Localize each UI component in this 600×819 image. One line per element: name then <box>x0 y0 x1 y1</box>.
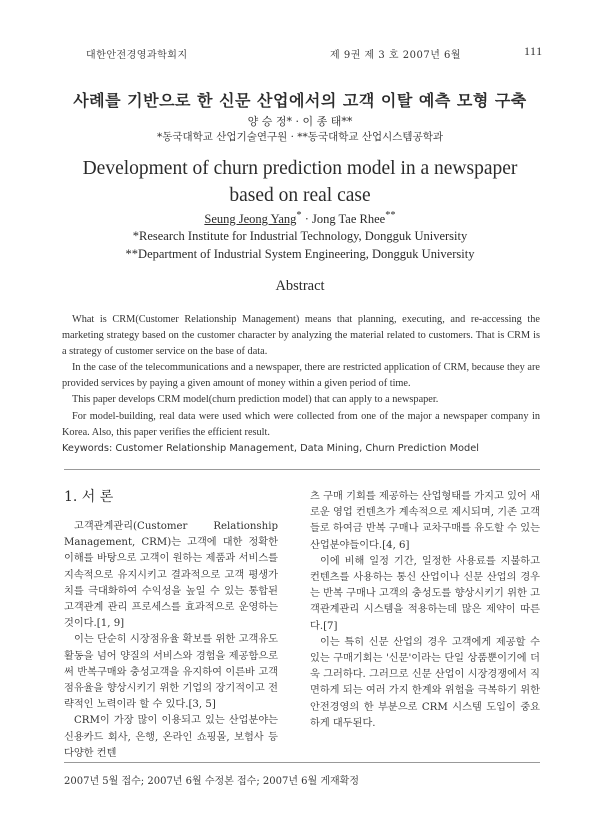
body-paragraph: 이에 비해 일정 기간, 일정한 사용료를 지불하고 컨텐츠를 사용하는 통신 산업이나 신문 산업의 경우는 반복 구매나 고객의 충성도를 향상시키기 위한 고객관계관리 시스템을 적용하는데 많은 제약이 따른다.[7] <box>310 555 540 632</box>
abstract-paragraph: In the case of the telecommunications and a newspaper, there are restricted application of CRM, because they are provided services by paying a given amount of money within a given period of time. <box>62 362 540 390</box>
abstract-heading: Abstract <box>275 278 325 294</box>
right-column <box>310 489 540 732</box>
issue-info: 제 9권 제 3 호 2007년 6월 <box>330 50 462 61</box>
body-paragraph: 이는 단순히 시장점유율 확보를 위한 고객유도 활동을 넘어 양질의 서비스와 경험을 제공함으로써 반복구매와 충성고객을 유지하여 이른바 고객점유율을 향상시키기 위한 기업의 장기적이고 전략적인 노력이라 할 수 있다.[3, 5] <box>64 634 278 711</box>
author-1-name: Seung Jeong Yang <box>204 212 297 227</box>
author-2-name: Jong Tae Rhee <box>312 212 386 227</box>
author-1-mark: * <box>296 210 302 221</box>
left-column <box>64 519 278 762</box>
english-affiliation-2: **Department of Industrial System Engineering, Dongguk University <box>125 247 475 261</box>
body-paragraph: 츠 구매 기회를 제공하는 산업형태를 가지고 있어 새로운 영업 컨텐츠가 계속적으로 제시되며, 기존 고객들로 하여금 반복 구매나 교차구매를 유도할 수 있는 산업분야들이다.[4, 6] <box>310 491 540 551</box>
english-affiliation-1: *Research Institute for Industrial Technology, Dongguk University <box>132 229 468 243</box>
body-paragraph: CRM이 가장 많이 이용되고 있는 산업분야는 신용카드 회사, 은행, 온라인 쇼핑몰, 보험사 등 다양한 컨텐 <box>64 715 278 759</box>
abstract-body <box>62 312 540 457</box>
english-title-line1: Development of churn prediction model in a newspaper <box>82 158 518 179</box>
abstract-paragraph: This paper develops CRM model(churn prediction model) that can apply to a newspaper. <box>72 394 439 406</box>
journal-name: 대한안전경영과학회지 <box>86 50 188 61</box>
author-2-mark: ** <box>385 210 396 221</box>
abstract-bottom-rule <box>64 469 540 470</box>
english-title-line2: based on real case <box>229 185 371 206</box>
footnote-rule <box>64 762 540 763</box>
submission-dates: 2007년 5월 접수; 2007년 6월 수정본 접수; 2007년 6월 게재확정 <box>64 776 360 787</box>
page-number: 111 <box>524 44 543 58</box>
body-paragraph: 이는 특히 신문 산업의 경우 고객에게 제공할 수 있는 구매기회는 '신문'이라는 단일 상품뿐이기에 더욱 그러하다. 그러므로 신문 산업이 시장경쟁에서 직면하게 되는 여러 가지 한계와 위험을 극복하기 위한 안전경영의 한 부분으로 CRM 시스템 도입이 중요하게 대두된다. <box>310 636 540 729</box>
abstract-paragraph: For model-building, real data were used which were collected from one of the major a newspaper company in Korea. Also, this paper verifies the efficient result. <box>62 410 540 438</box>
abstract-paragraph: What is CRM(Customer Relationship Management) means that planning, executing, and re-accessing the marketing strategy based on the customer character by analyzing the material related to customers. That is CRM is a strategy of customer service on the base of data. <box>62 314 540 358</box>
korean-title: 사례를 기반으로 한 신문 산업에서의 고객 이탈 예측 모형 구축 <box>73 91 527 110</box>
author-separator: · <box>301 212 313 227</box>
body-paragraph: 고객관계관리(Customer Relationship Management, CRM)는 고객에 대한 정확한 이해를 바탕으로 고객이 원하는 제품과 서비스를 지속적으로 유지시키고 결과적으로 고객 평생가치를 극대화하여 수익성을 높일 수 있는 통합된 고객관계 관리 프로세스를 효과적으로 운영하는 것이다.[1, 9] <box>64 521 278 630</box>
section-heading: 1. 서 론 <box>64 489 114 505</box>
english-authors <box>0 210 600 227</box>
keywords: Keywords: Customer Relationship Management, Data Mining, Churn Prediction Model <box>62 442 479 454</box>
korean-authors: 양 승 정* · 이 종 태** <box>247 115 353 128</box>
korean-affiliations: *동국대학교 산업기술연구원 · **동국대학교 산업시스템공학과 <box>156 131 443 143</box>
